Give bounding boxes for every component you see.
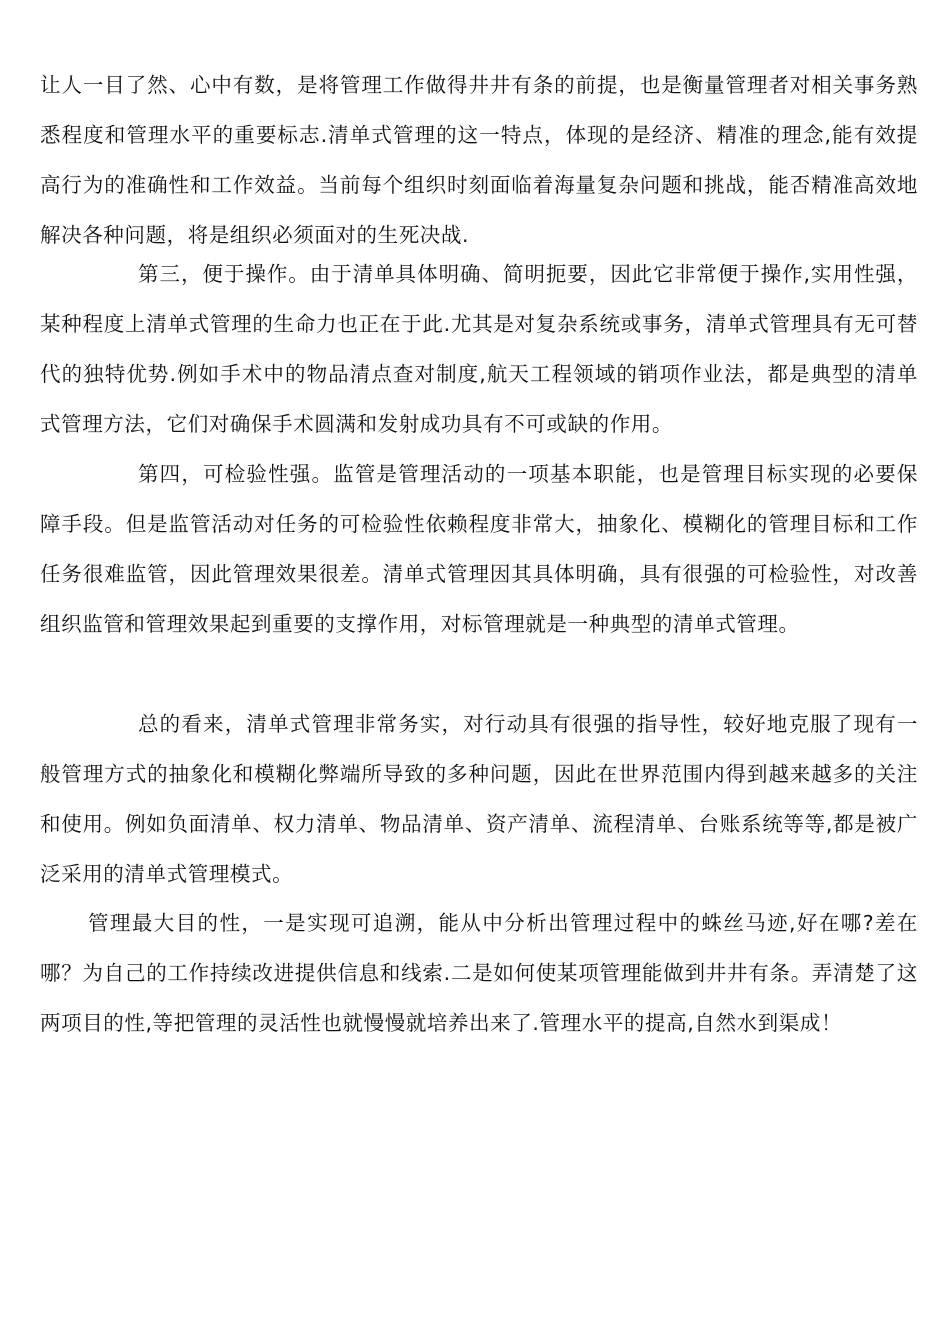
paragraph-clarity-benefit: 让人一目了然、心中有数，是将管理工作做得井井有条的前提，也是衡量管理者对相关事务熟悉程度和管理水平的重要标志.清单式管理的这一特点，体现的是经济、精准的理念,能有效提高行为的准确性和工作效益。当前每个组织时刻面临着海量复杂问题和挑战，能否精准高效地解决各种问题，将是组织必须面对的生死决战. (40, 73, 918, 247)
paragraph-management-purpose: 管理最大目的性，一是实现可追溯，能从中分析出管理过程中的蛛丝马迹,好在哪?差在哪？为自己的工作持续改进提供信息和线索.二是如何使某项管理能做到井井有条。弄清楚了这两项目的性,等把管理的灵活性也就慢慢就培养出来了.管理水平的提高,自然水到渠成！ (40, 911, 918, 1035)
paragraph-third-ease-of-operation: 第三，便于操作。由于清单具体明确、简明扼要，因此它非常便于操作,实用性强，某种程度上清单式管理的生命力也正在于此.尤其是对复杂系统或事务，清单式管理具有无可替代的独特优势.例如手术中的物品清点查对制度,航天工程领域的销项作业法，都是典型的清单式管理方法，它们对确保手术圆满和发射成功具有不可或缺的作用。 (40, 262, 918, 436)
paragraph-fourth-verifiability: 第四，可检验性强。监管是管理活动的一项基本职能，也是管理目标实现的必要保障手段。但是监管活动对任务的可检验性依赖程度非常大，抽象化、模糊化的管理目标和工作任务很难监管，因此管理效果很差。清单式管理因其具体明确，具有很强的可检验性，对改善组织监管和管理效果起到重要的支撑作用，对标管理就是一种典型的清单式管理。 (40, 462, 918, 636)
paragraph-overall-view: 总的看来，清单式管理非常务实，对行动具有很强的指导性，较好地克服了现有一般管理方式的抽象化和模糊化弊端所导致的多种问题，因此在世界范围内得到越来越多的关注和使用。例如负面清单、权力清单、物品清单、资产清单、流程清单、台账系统等等,都是被广泛采用的清单式管理模式。 (40, 712, 918, 886)
